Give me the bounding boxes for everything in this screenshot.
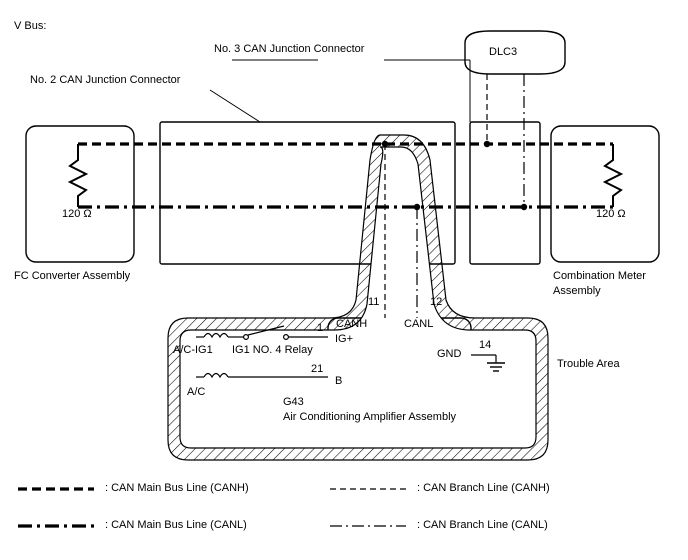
legend-text-can-branch-canh: : CAN Branch Line (CANH) — [417, 482, 550, 494]
amp-canh-junction-dot — [382, 141, 388, 147]
legend-text-can-branch-canl: : CAN Branch Line (CANL) — [417, 519, 548, 531]
label-ig1-relay: IG1 NO. 4 Relay — [232, 344, 313, 356]
label-combination-meter-1: Combination Meter — [553, 270, 646, 282]
label-terminal-b: B — [335, 375, 343, 387]
label-ig-plus: IG+ — [335, 333, 354, 345]
label-no2-junction: No. 2 CAN Junction Connector — [30, 74, 181, 86]
label-gnd: GND — [437, 348, 462, 360]
label-amplifier: Air Conditioning Amplifier Assembly — [283, 411, 457, 423]
amp-canl-junction-dot — [414, 204, 420, 210]
label-ac-ig1: A/C-IG1 — [173, 344, 213, 356]
label-pin-11: 11 — [368, 296, 380, 308]
resistor-right-120ohm — [605, 144, 621, 207]
label-canl: CANL — [404, 318, 434, 330]
label-combination-meter-2: Assembly — [553, 285, 601, 297]
combination-meter-box — [551, 126, 659, 262]
label-trouble-area: Trouble Area — [557, 358, 620, 370]
label-pin-1: 1 — [317, 322, 324, 334]
dlc3-canl-junction-dot — [521, 204, 527, 210]
label-pin-14: 14 — [479, 339, 492, 351]
legend-text-can-main-canl: : CAN Main Bus Line (CANL) — [105, 519, 247, 531]
label-pin-21: 21 — [311, 363, 324, 375]
resistor-left-120ohm — [70, 144, 86, 207]
label-canh: CANH — [336, 318, 368, 330]
dlc3-canh-junction-dot — [484, 141, 490, 147]
legend-text-can-main-canh: : CAN Main Bus Line (CANH) — [105, 482, 249, 494]
label-dlc3: DLC3 — [489, 46, 518, 58]
label-pin-12: 12 — [430, 296, 443, 308]
label-resistor-right: 120 Ω — [596, 208, 626, 220]
leader-no2-junction — [210, 90, 260, 122]
label-g43: G43 — [283, 396, 304, 408]
label-fc-converter: FC Converter Assembly — [14, 270, 131, 282]
diagram-title: V Bus: — [14, 20, 47, 32]
label-no3-junction: No. 3 CAN Junction Connector — [214, 43, 365, 55]
label-resistor-left: 120 Ω — [62, 208, 92, 220]
label-ac: A/C — [187, 386, 206, 398]
